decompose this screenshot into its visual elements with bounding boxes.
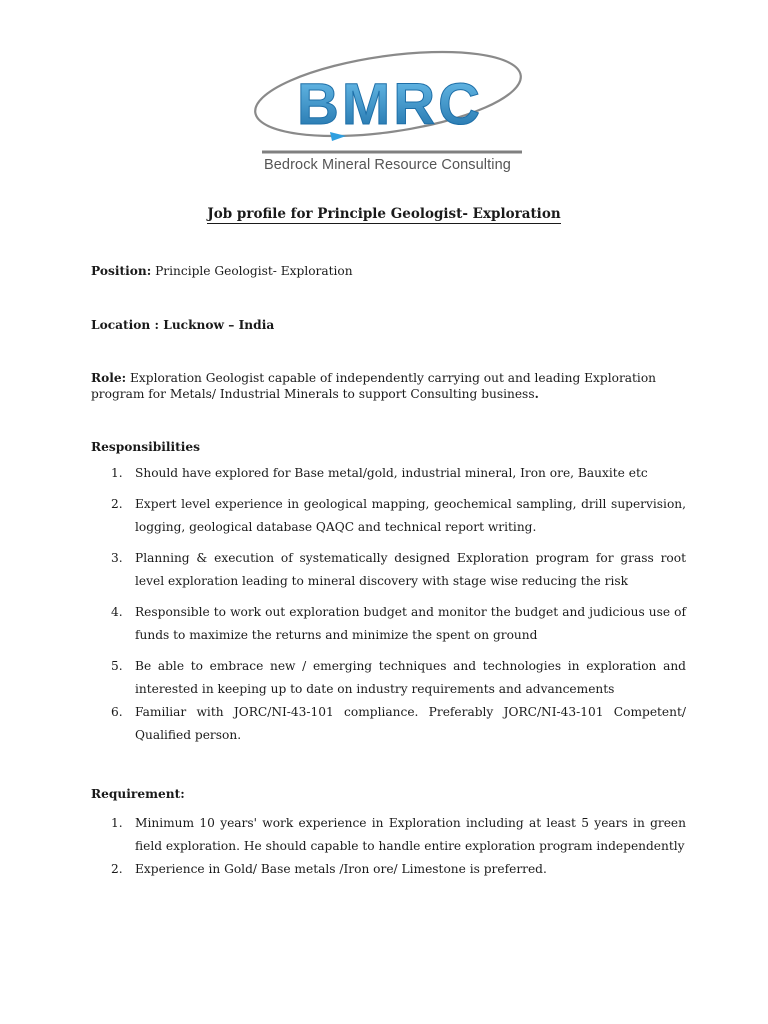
requirement-heading: Requirement: (91, 787, 185, 801)
list-item: 6. Familiar with JORC/NI-43-101 compliance. Preferably JORC/NI-43-101 Competent/ Qualified person. (111, 705, 686, 742)
page-title: Job profile for Principle Geologist- Exploration (207, 206, 561, 222)
bmrc-logo-graphic (252, 44, 524, 156)
responsibilities-list (91, 462, 686, 747)
list-item: 1. Should have explored for Base metal/gold, industrial mineral, Iron ore, Bauxite etc (111, 466, 648, 480)
logo-wordmark: BMRC (297, 72, 483, 137)
position-value: Principle Geologist- Exploration (155, 264, 353, 278)
responsibilities-heading: Responsibilities (91, 440, 201, 454)
list-item: 2. Experience in Gold/ Base metals /Iron ore/ Limestone is preferred. (111, 862, 547, 876)
position-line (91, 263, 686, 279)
list-item: 5. Be able to embrace new / emerging techniques and technologies in exploration and interested in keeping up to date on industry requirements and advancements (111, 659, 686, 696)
company-logo (252, 44, 524, 180)
list-item: 3. Planning & execution of systematically designed Exploration program for grass root level exploration leading to mineral discovery with stage wise reducing the risk (111, 551, 686, 588)
list-item: 1. Minimum 10 years' work experience in Exploration including at least 5 years in green field exploration. He should capable to handle entire exploration program independently (111, 816, 686, 853)
role-label: Role: (91, 371, 127, 385)
logo-tagline: Bedrock Mineral Resource Consulting (264, 157, 511, 173)
list-item: 2. Expert level experience in geological mapping, geochemical sampling, drill supervision, logging, geological database QAQC and technical report writing. (111, 497, 686, 534)
list-item: 4. Responsible to work out exploration budget and monitor the budget and judicious use of funds to maximize the returns and minimize the spent on ground (111, 605, 686, 642)
position-label: Position: (91, 264, 152, 278)
location-line: Location : Lucknow – India (91, 318, 275, 332)
role-paragraph (91, 370, 686, 402)
requirement-list (91, 812, 686, 881)
role-end-period: . (534, 387, 539, 401)
role-value: Exploration Geologist capable of independently carrying out and leading Exploration program for Metals/ Industrial Minerals to support Consulting business (91, 371, 657, 401)
